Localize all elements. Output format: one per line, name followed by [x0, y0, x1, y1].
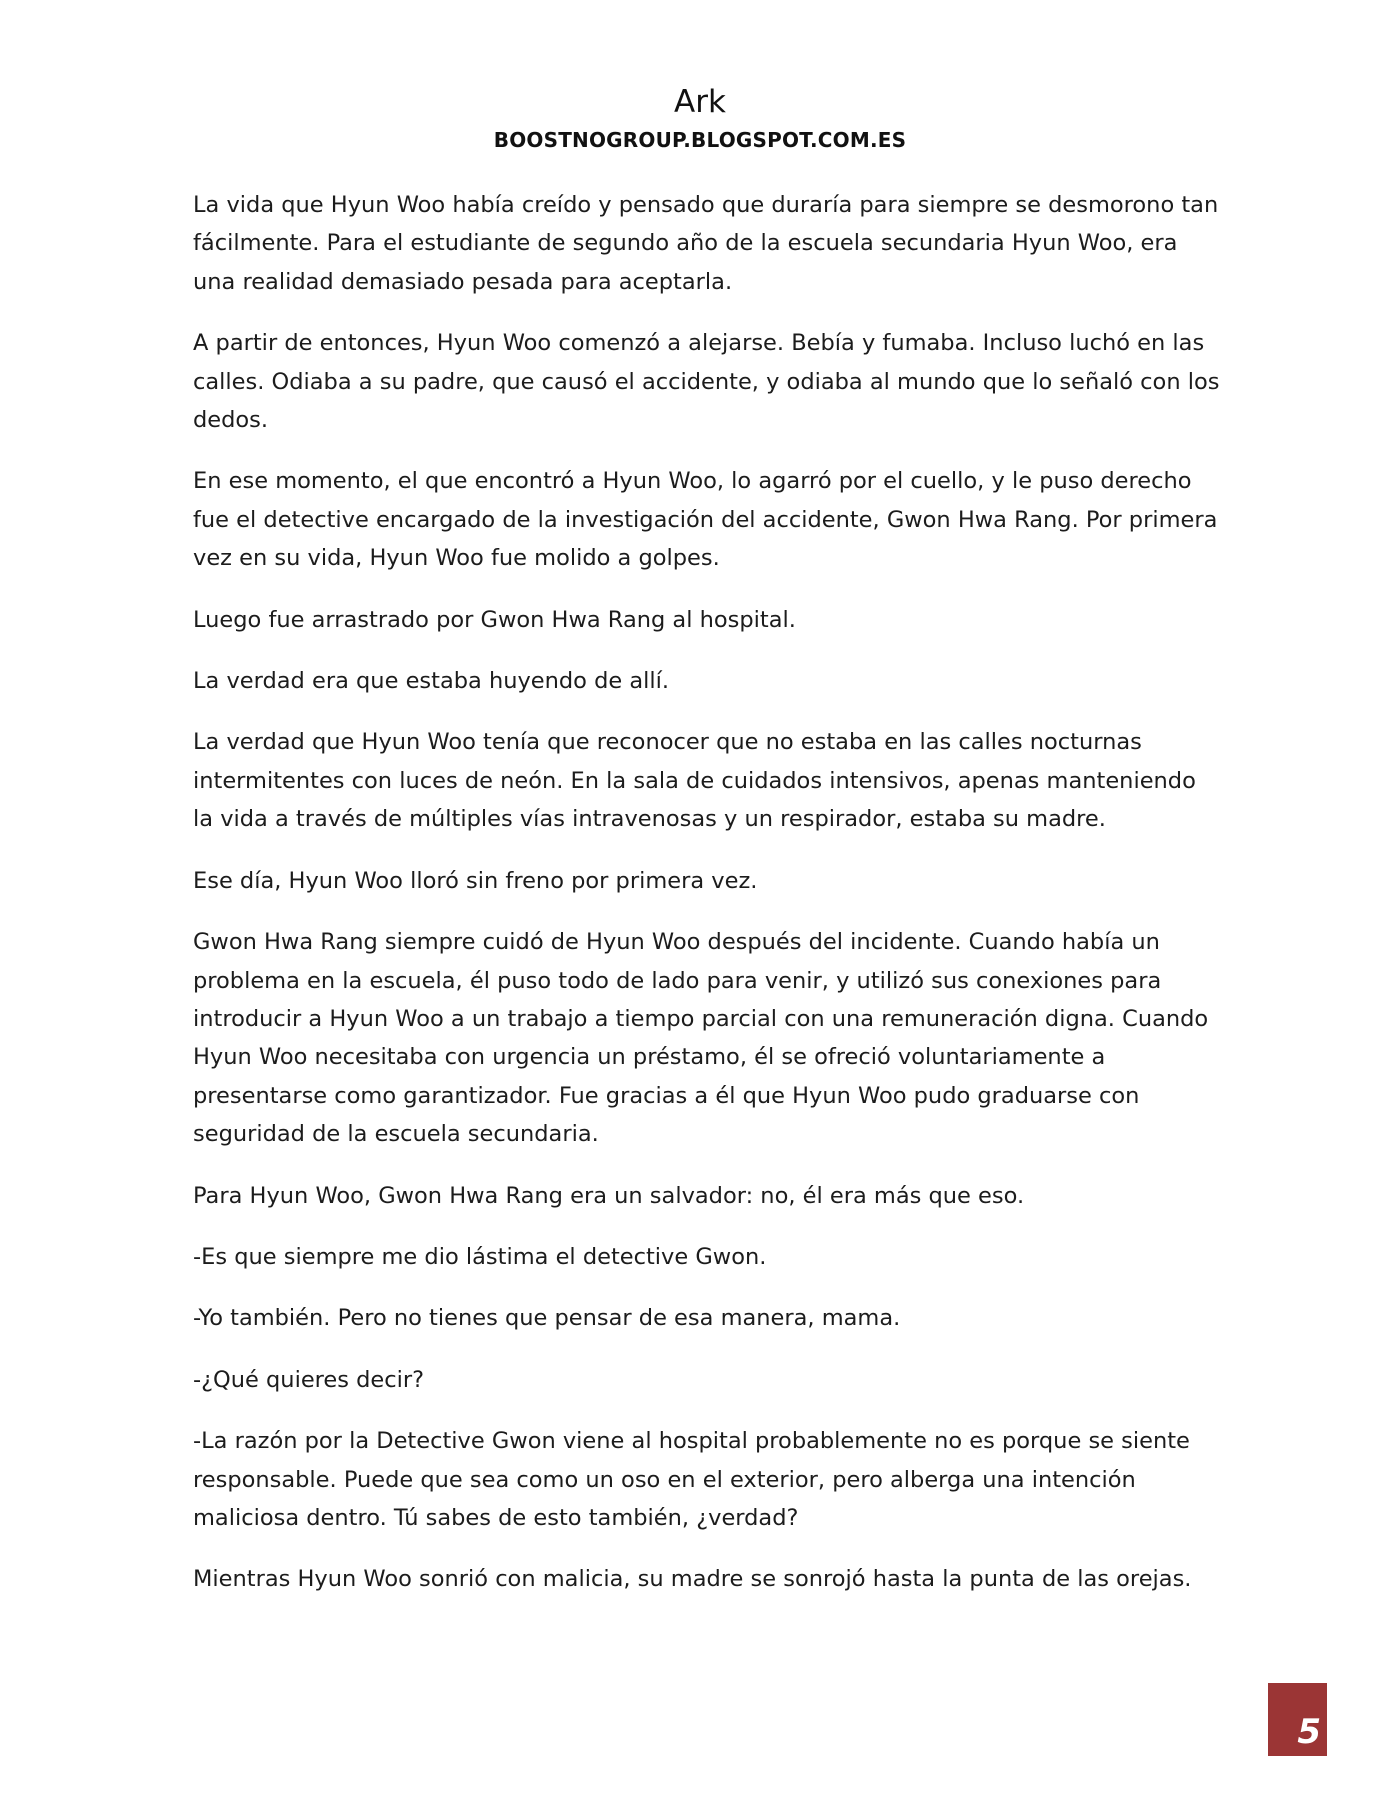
- paragraph: La vida que Hyun Woo había creído y pensado que duraría para siempre se desmorono tan fácilmente. Para el estudiante de segundo año de la escuela secundaria Hyun Woo, era una realidad demasiado pesada para aceptarla.: [193, 192, 1219, 295]
- paragraph: Para Hyun Woo, Gwon Hwa Rang era un salvador: no, él era más que eso.: [193, 1182, 1025, 1209]
- dialogue-line: -Es que siempre me dio lástima el detective Gwon.: [193, 1243, 767, 1270]
- dialogue-line: -La razón por la Detective Gwon viene al hospital probablemente no es porque se siente responsable. Puede que sea como un oso en el exterior, pero alberga una intención maliciosa dentro. Tú sabes de esto también, ¿verdad?: [193, 1428, 1190, 1531]
- dialogue-line: -¿Qué quieres decir?: [193, 1366, 425, 1393]
- paragraph: Ese día, Hyun Woo lloró sin freno por primera vez.: [193, 867, 758, 894]
- document-body: [193, 186, 1223, 1622]
- page-number: 5: [1297, 1712, 1321, 1752]
- document-title: Ark: [674, 84, 726, 120]
- blog-url: BOOSTNOGROUP.BLOGSPOT.COM.ES: [493, 128, 907, 152]
- paragraph: La verdad era que estaba huyendo de allí.: [193, 668, 670, 695]
- page-header: [0, 82, 1400, 154]
- paragraph: En ese momento, el que encontró a Hyun Woo, lo agarró por el cuello, y le puso derecho fue el detective encargado de la investigación del accidente, Gwon Hwa Rang. Por primera vez en su vida, Hyun Woo fue molido a golpes.: [193, 468, 1218, 572]
- dialogue-line: -Yo también. Pero no tienes que pensar de esa manera, mama.: [193, 1305, 901, 1332]
- paragraph: La verdad que Hyun Woo tenía que reconocer que no estaba en las calles nocturnas intermitentes con luces de neón. En la sala de cuidados intensivos, apenas manteniendo la vida a través de múltiples vías intravenosas y un respirador, estaba su madre.: [193, 729, 1196, 833]
- page-number-badge: [1268, 1683, 1327, 1753]
- paragraph: Mientras Hyun Woo sonrió con malicia, su madre se sonrojó hasta la punta de las orejas.: [193, 1566, 1192, 1593]
- paragraph: Luego fue arrastrado por Gwon Hwa Rang al hospital.: [193, 606, 796, 633]
- paragraph: Gwon Hwa Rang siempre cuidó de Hyun Woo después del incidente. Cuando había un problema en la escuela, él puso todo de lado para venir, y utilizó sus conexiones para introducir a Hyun Woo a un trabajo a tiempo parcial con una remuneración digna. Cuando Hyun Woo necesitaba con urgencia un préstamo, él se ofreció voluntariamente a presentarse como garantizador. Fue gracias a él que Hyun Woo pudo graduarse con seguridad de la escuela secundaria.: [193, 929, 1209, 1148]
- paragraph: A partir de entonces, Hyun Woo comenzó a alejarse. Bebía y fumaba. Incluso luchó en las calles. Odiaba a su padre, que causó el accidente, y odiaba al mundo que lo señaló con los dedos.: [193, 330, 1220, 434]
- page-number-underline: [1268, 1753, 1327, 1756]
